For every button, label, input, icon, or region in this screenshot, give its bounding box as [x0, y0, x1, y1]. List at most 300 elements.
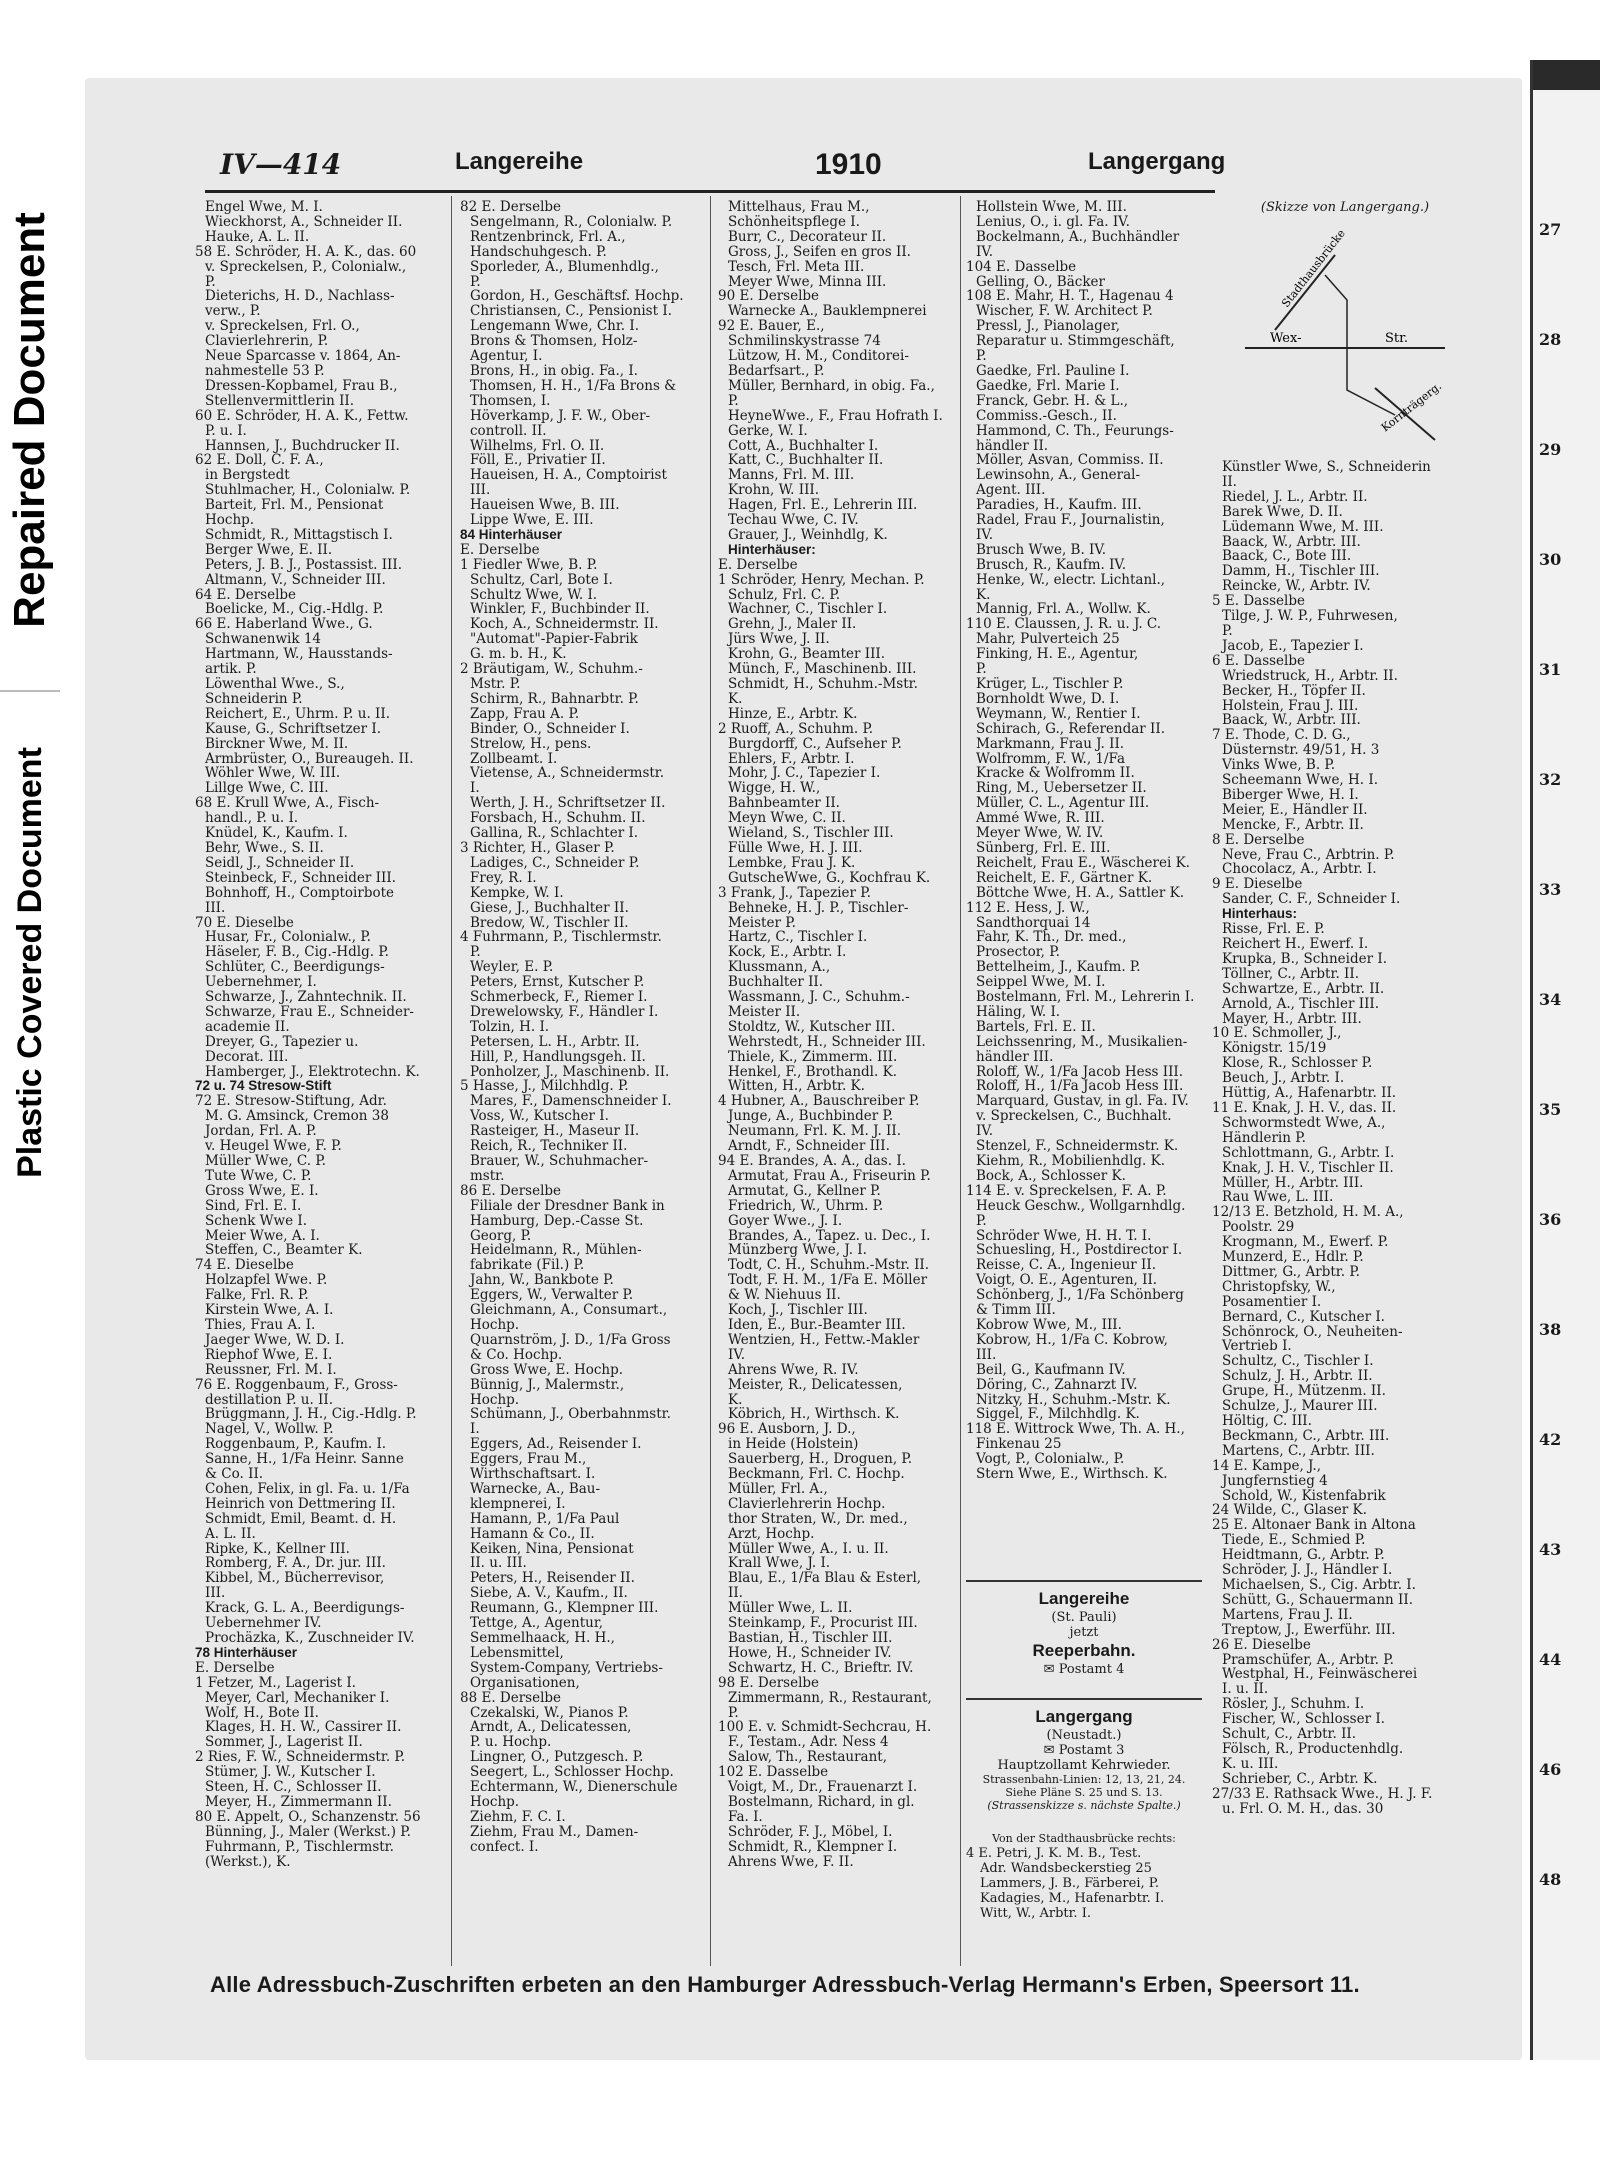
- notice-subtitle: (St. Pauli): [1051, 1610, 1117, 1625]
- directory-entry: Meyer, Carl, Mechaniker I.: [205, 1690, 390, 1706]
- directory-entry: Bohnhoff, H., Comptoirbote: [205, 885, 395, 901]
- directory-entry: Scheemann Wwe, H. I.: [1222, 773, 1378, 788]
- directory-entry: Bettelheim, J., Kaufm. P.: [976, 960, 1141, 976]
- directory-entry: Gaedke, Frl. Pauline I.: [976, 363, 1130, 379]
- directory-entry: P. u. Hochp.: [470, 1735, 552, 1751]
- directory-entry: 4 Fuhrmann, P., Tischlermstr.: [460, 930, 662, 946]
- directory-entry: Bostelmann, Frl. M., Lehrerin I.: [976, 990, 1195, 1005]
- directory-entry: Chocolacz, A., Arbtr. I.: [1222, 862, 1377, 878]
- directory-entry: Bedarfsart., P.: [728, 363, 825, 379]
- directory-entry: Ahrens Wwe, F. II.: [728, 1854, 854, 1870]
- notice-title: Reeperbahn.: [1032, 1641, 1136, 1660]
- directory-entry: Sauerberg, H., Droguen, P.: [728, 1452, 913, 1468]
- directory-entry: Arndt, A., Delicatessen,: [470, 1720, 632, 1736]
- list-item: Witt, W., Arbtr. I.: [980, 1905, 1091, 1921]
- directory-entry: Martens, Frau J. II.: [1222, 1607, 1353, 1623]
- directory-entry: 104 E. Dasselbe: [966, 259, 1077, 275]
- directory-entry: Gallina, R., Schlachter I.: [470, 826, 639, 841]
- directory-entry: Roloff, W., 1/Fa Jacob Hess III.: [976, 1064, 1184, 1080]
- directory-entry: Wentzien, H., Fettw.-Makler: [728, 1332, 920, 1348]
- directory-entry: Koch, A., Schneidermstr. II.: [470, 617, 659, 633]
- directory-entry: Holstein, Frau J. III.: [1222, 698, 1359, 714]
- directory-entry: Schmerbeck, F., Riemer I.: [470, 990, 648, 1005]
- directory-entry: Rösler, J., Schuhm. I.: [1222, 1697, 1365, 1713]
- adjacent-house-number: 28: [1539, 330, 1562, 349]
- directory-entry: Cott, A., Buchhalter I.: [728, 438, 879, 454]
- directory-entry: Hill, P., Handlungsgeh. II.: [470, 1049, 646, 1065]
- directory-entry: Forsbach, H., Schuhm. II.: [470, 811, 646, 827]
- directory-entry: Dittmer, G., Arbtr. P.: [1222, 1264, 1360, 1280]
- list-item: 4 E. Petri, J. K. M. B., Test.: [966, 1845, 1142, 1861]
- directory-entry: Todt, F. H. M., 1/Fa E. Möller: [728, 1273, 928, 1289]
- directory-entry: II. u. III.: [470, 1556, 527, 1572]
- directory-entry: Keiken, Nina, Pensionat: [470, 1541, 634, 1557]
- directory-entry: Steinkamp, F., Procurist III.: [728, 1616, 918, 1631]
- directory-entry: Radel, Frau F., Journalistin,: [976, 513, 1165, 528]
- directory-entry: Lengemann Wwe, Chr. I.: [470, 319, 640, 335]
- directory-entry: Sandthorquai 14: [976, 915, 1091, 931]
- directory-entry: Vertrieb I.: [1222, 1339, 1292, 1355]
- directory-entry: Arnold, A., Tischler III.: [1222, 996, 1380, 1012]
- directory-entry: Agentur, I.: [470, 349, 543, 364]
- directory-entry: Buchhalter II.: [728, 975, 824, 991]
- directory-entry: Baack, W., Arbtr. III.: [1222, 713, 1361, 729]
- directory-entry: Reumann, G., Klempner III.: [470, 1601, 659, 1617]
- directory-entry: v. Heugel Wwe, F. P.: [205, 1139, 342, 1154]
- directory-entry: Sengelmann, R., Colonialw. P.: [470, 214, 673, 230]
- directory-entry: Haueisen, H. A., Comptoirist: [470, 468, 667, 484]
- notice-box-langergang: [966, 1698, 1202, 1836]
- directory-entry: Pressl, J., Pianolager,: [976, 319, 1121, 335]
- directory-entry: P.: [470, 274, 481, 290]
- directory-entry: 96 E. Ausborn, J. D.,: [718, 1422, 856, 1438]
- directory-entry: Christiansen, C., Pensionist I.: [470, 304, 672, 320]
- directory-entry: III.: [470, 483, 491, 499]
- adjacent-house-number: 27: [1539, 220, 1562, 239]
- directory-entry: Burgdorff, C., Aufseher P.: [728, 736, 902, 752]
- directory-entry: Zollbeamt. I.: [470, 751, 558, 767]
- directory-entry: Paradies, H., Kaufm. III.: [976, 498, 1142, 514]
- directory-entry: Müller, Bernhard, in obig. Fa.,: [728, 378, 935, 394]
- directory-entry: Fölsch, R., Productenhdlg.: [1222, 1741, 1404, 1757]
- directory-entry: III.: [976, 1347, 997, 1363]
- directory-entry: Schirach, G., Referendar II.: [976, 721, 1166, 737]
- directory-entry: Wassmann, J. C., Schuhm.-: [728, 990, 910, 1005]
- directory-entry: 74 E. Dieselbe: [195, 1258, 294, 1274]
- directory-entry: 1 Fiedler Wwe, B. P.: [460, 557, 598, 573]
- directory-entry: IV.: [976, 527, 994, 543]
- directory-entry: 58 E. Schröder, H. A. K., das. 60: [195, 244, 417, 260]
- directory-entry: 1 Schröder, Henry, Mechan. P.: [718, 572, 925, 588]
- directory-entry: Schönheitspflege I.: [728, 214, 860, 230]
- directory-entry: Fülle Wwe, H. J. III.: [728, 840, 863, 856]
- directory-entry: 112 E. Hess, J. W.,: [966, 900, 1090, 916]
- adjacent-house-number: 43: [1539, 1540, 1562, 1559]
- directory-entry: Sommer, J., Lagerist II.: [205, 1735, 363, 1751]
- directory-entry: Barteit, Frl. M., Pensionat: [205, 498, 384, 514]
- directory-entry: GutscheWwe, G., Kochfrau K.: [728, 870, 931, 886]
- adjacent-house-number: 30: [1539, 550, 1562, 569]
- directory-entry: Lüdemann Wwe, M. III.: [1222, 519, 1384, 535]
- directory-entry: Peters, J. B. J., Postassist. III.: [205, 557, 402, 573]
- directory-entry: handl., P. u. I.: [205, 811, 299, 827]
- directory-entry: 6 E. Dasselbe: [1212, 653, 1305, 669]
- directory-entry: Prochäzka, K., Zuschneider IV.: [205, 1631, 415, 1646]
- directory-entry: Reichert, E., Uhrm. P. u. II.: [205, 706, 390, 722]
- directory-entry: Kiehm, R., Mobilienhdlg. K.: [976, 1154, 1165, 1169]
- directory-entry: Stenzel, F., Schneidermstr. K.: [976, 1139, 1179, 1154]
- directory-entry: IV.: [728, 1347, 746, 1363]
- directory-entry: Meyer Wwe, Minna III.: [728, 274, 887, 290]
- directory-entry: Birckner Wwe, M. II.: [205, 736, 349, 752]
- directory-entry: Tesch, Frl. Meta III.: [728, 259, 865, 275]
- directory-entry: Hochp.: [470, 1317, 520, 1333]
- directory-entry: Meyn Wwe, C. II.: [728, 811, 846, 827]
- directory-entry: Schwarze, J., Zahntechnik. II.: [205, 990, 407, 1005]
- directory-entry: Brusch, R., Kaufm. IV.: [976, 557, 1127, 573]
- directory-entry: Hüttig, A., Hafenarbtr. II.: [1222, 1086, 1397, 1101]
- directory-entry: Schmidt, H., Schuhm.-Mstr.: [728, 677, 918, 692]
- directory-entry: Meier Wwe, A. I.: [205, 1228, 320, 1244]
- directory-entry: "Automat"-Papier-Fabrik: [470, 632, 638, 648]
- notice-line: (Strassenskizze s. nächste Spalte.): [987, 1799, 1181, 1812]
- directory-entry: händler III.: [976, 1049, 1054, 1065]
- directory-entry: Prosector, P.: [976, 945, 1060, 961]
- postamt-text: Postamt 3: [1058, 1743, 1125, 1758]
- directory-entry: Fischer, W., Schlosser I.: [1222, 1712, 1385, 1728]
- directory-entry: Bünning, J., Maler (Werkst.) P.: [205, 1824, 411, 1840]
- directory-entry: Wachner, C., Tischler I.: [728, 602, 888, 618]
- notice-box-langereihe: [966, 1580, 1202, 1698]
- directory-entry: Franck, Gebr. H. & L.,: [976, 393, 1129, 409]
- directory-entry: Schlüter, C., Beerdigungs-: [205, 960, 385, 976]
- sketch-road-bridge: [1275, 255, 1335, 330]
- directory-entry: Czekalski, W., Pianos P.: [470, 1705, 629, 1721]
- directory-entry: Roggenbaum, P., Kaufm. I.: [205, 1437, 387, 1453]
- directory-entry: G. m. b. H., K.: [470, 647, 567, 663]
- directory-entry: Schultz, Carl, Bote I.: [470, 572, 613, 588]
- directory-entry: Heinrich von Dettmering II.: [205, 1496, 396, 1512]
- directory-entry: P.: [1222, 623, 1233, 639]
- directory-entry: 2 Bräutigam, W., Schuhm.-: [460, 662, 643, 677]
- directory-entry: händler II.: [976, 438, 1049, 454]
- directory-entry: klempnerei, I.: [470, 1496, 566, 1512]
- directory-entry: Voss, W., Kutscher I.: [470, 1109, 609, 1125]
- directory-entry: Löwenthal Wwe., S.,: [205, 677, 345, 692]
- directory-entry: Rasteiger, H., Maseur II.: [470, 1124, 640, 1140]
- directory-entry: 2 Ruoff, A., Schuhm. P.: [718, 721, 874, 737]
- directory-entry: Lingner, O., Putzgesch. P.: [470, 1750, 644, 1766]
- adjacent-page-corner: [1533, 60, 1600, 90]
- directory-entry: Mayer, H., Arbtr. III.: [1222, 1011, 1362, 1027]
- directory-entry: Georg, P.: [470, 1228, 532, 1244]
- directory-entry: Gleichmann, A., Consumart.,: [470, 1303, 668, 1318]
- directory-entry: Beil, G., Kaufmann IV.: [976, 1362, 1126, 1378]
- directory-entry: Decorat. III.: [205, 1049, 289, 1065]
- directory-entry: Mstr. P.: [470, 677, 521, 692]
- directory-entry: Witten, H., Arbtr. K.: [728, 1079, 865, 1095]
- directory-entry: 66 E. Haberland Wwe., G.: [195, 617, 373, 633]
- directory-entry: Möller, Asvan, Commiss. II.: [976, 453, 1164, 469]
- directory-entry: Heuck Geschw., Wollgarnhdlg.: [976, 1198, 1186, 1214]
- directory-entry: Bock, A., Schlosser K.: [976, 1168, 1126, 1184]
- directory-entry: Iden, E., Bur.-Beamter III.: [728, 1317, 906, 1333]
- directory-entry: Kobrow, H., 1/Fa C. Kobrow,: [976, 1332, 1168, 1348]
- directory-entry: 24 Wilde, C., Glaser K.: [1212, 1503, 1367, 1519]
- directory-column-3: [718, 200, 954, 1960]
- directory-entry: III.: [205, 900, 226, 916]
- adjacent-house-number: 44: [1539, 1650, 1562, 1669]
- directory-entry: Müller, Frl. A.,: [728, 1481, 828, 1497]
- directory-entry: Posamentier I.: [1222, 1294, 1322, 1310]
- directory-entry: Wilhelms, Frl. O. II.: [470, 438, 605, 454]
- directory-entry: Brons, H., in obig. Fa., I.: [470, 363, 638, 379]
- sketch-title: (Skizze von Langergang.): [1260, 200, 1430, 215]
- directory-entry: Schwartze, E., Arbtr. II.: [1222, 981, 1385, 997]
- directory-entry: Köbrich, H., Wirthsch. K.: [728, 1407, 900, 1423]
- directory-entry: Weymann, W., Rentier I.: [976, 706, 1141, 722]
- directory-entry: Steffen, C., Beamter K.: [205, 1243, 363, 1259]
- directory-entry: Henkel, F., Brothandl. K.: [728, 1064, 897, 1080]
- directory-entry: Schümann, J., Oberbahnmstr.: [470, 1407, 671, 1423]
- directory-entry: Eggers, Ad., Reisender I.: [470, 1437, 642, 1453]
- directory-entry: Königstr. 15/19: [1222, 1041, 1327, 1057]
- directory-entry: Neue Sparcasse v. 1864, An-: [205, 349, 401, 364]
- notice-title: Langereihe: [1038, 1589, 1130, 1608]
- plastic-covered-tag: [0, 695, 60, 1230]
- directory-entry: M. G. Amsinck, Cremon 38: [205, 1109, 389, 1125]
- directory-entry: Seippel Wwe, M. I.: [976, 975, 1106, 991]
- directory-entry: Düsternstr. 49/51, H. 3: [1222, 743, 1380, 759]
- directory-entry: Ammé Wwe, R. III.: [976, 811, 1105, 827]
- directory-entry: Blau, E., 1/Fa Blau & Esterl,: [728, 1571, 922, 1587]
- notice-line: Siehe Pläne S. 25 und S. 13.: [1005, 1786, 1163, 1799]
- directory-entry: 76 E. Roggenbaum, F., Gross-: [195, 1377, 398, 1393]
- directory-entry: E. Derselbe: [718, 557, 798, 573]
- directory-entry: Baack, W., Arbtr. III.: [1222, 534, 1361, 550]
- directory-entry: Schold, W., Kistenfabrik: [1222, 1488, 1386, 1504]
- directory-entry: Treptow, J., Ewerführ. III.: [1222, 1622, 1396, 1638]
- directory-entry: Drewelowsky, F., Händler I.: [470, 1004, 659, 1020]
- directory-entry: Schrieber, C., Arbtr. K.: [1222, 1771, 1378, 1787]
- directory-entry: Reichelt, Frau E., Wäscherei K.: [976, 855, 1190, 871]
- directory-entry: Husar, Fr., Colonialw., P.: [205, 930, 371, 946]
- directory-entry: E. Derselbe: [460, 542, 540, 558]
- directory-entry: Ziehm, F. C. I.: [470, 1809, 566, 1825]
- directory-entry: 25 E. Altonaer Bank in Altona: [1212, 1518, 1416, 1534]
- directory-entry: Westphal, H., Feinwäscherei: [1222, 1667, 1418, 1683]
- directory-entry: Klose, R., Schlosser P.: [1222, 1056, 1373, 1072]
- directory-entry: Thomsen, I.: [470, 393, 551, 409]
- directory-entry: 70 E. Dieselbe: [195, 915, 294, 931]
- directory-entry: Commiss.-Gesch., II.: [976, 408, 1117, 424]
- directory-entry: 72 u. 74 Stresow-Stift: [195, 1079, 332, 1094]
- directory-entry: Burr, C., Decorateur II.: [728, 229, 887, 245]
- directory-entry: 7 E. Thode, C. D. G.,: [1212, 728, 1351, 744]
- directory-entry: Bostelmann, Richard, in gl.: [728, 1794, 915, 1810]
- directory-entry: Schultz Wwe, W. I.: [470, 587, 598, 603]
- directory-entry: Binder, O., Schneider I.: [470, 721, 630, 737]
- directory-entry: Siebe, A. V., Kaufm., II.: [470, 1586, 628, 1602]
- directory-entry: Steen, H. C., Schlosser II.: [205, 1780, 382, 1795]
- directory-entry: Wöhler Wwe, W. III.: [205, 766, 341, 782]
- directory-entry: 10 E. Schmoller, J.,: [1212, 1026, 1342, 1042]
- directory-entry: Mencke, F., Arbtr. II.: [1222, 817, 1364, 833]
- directory-entry: Münch, F., Maschinenb. III.: [728, 662, 917, 677]
- directory-entry: Tiede, E., Schmied P.: [1222, 1533, 1366, 1549]
- directory-entry: Bastian, H., Tischler III.: [728, 1631, 893, 1646]
- directory-entry: Roloff, H., 1/Fa Jacob Hess III.: [976, 1079, 1184, 1095]
- directory-entry: Wolf, H., Bote II.: [205, 1705, 319, 1721]
- directory-entry: P.: [976, 662, 987, 677]
- directory-entry: II.: [1222, 474, 1237, 490]
- directory-entry: 1 Fetzer, M., Lagerist I.: [195, 1675, 356, 1691]
- directory-entry: 5 E. Dasselbe: [1212, 594, 1305, 610]
- directory-entry: Biberger Wwe, H. I.: [1222, 787, 1359, 803]
- directory-entry: Gelling, O., Bäcker: [976, 274, 1105, 290]
- directory-entry: Markmann, Frau J. II.: [976, 736, 1125, 752]
- sketch-label-str: Str.: [1385, 331, 1409, 346]
- directory-entry: nahmestelle 53 P.: [205, 363, 325, 379]
- directory-entry: 2 Ries, F. W., Schneidermstr. P.: [195, 1750, 406, 1766]
- directory-entry: Krack, G. L. A., Beerdigungs-: [205, 1601, 405, 1617]
- list-item: Lammers, J. B., Färberei, P.: [980, 1875, 1159, 1891]
- directory-entry: Siggel, F., Milchhdlg. K.: [976, 1407, 1140, 1423]
- directory-entry: Hinterhaus:: [1222, 907, 1298, 922]
- directory-entry: Gaedke, Frl. Marie I.: [976, 378, 1120, 394]
- directory-entry: Damm, H., Tischler III.: [1222, 564, 1380, 580]
- directory-entry: Nagel, V., Wollw. P.: [205, 1422, 334, 1438]
- column-rule: [960, 196, 961, 1966]
- directory-entry: Eggers, W., Verwalter P.: [470, 1288, 634, 1304]
- directory-entry: Kobrow Wwe, M., III.: [976, 1317, 1122, 1333]
- directory-entry: Krall Wwe, J. I.: [728, 1556, 831, 1572]
- directory-entry: Kempke, W. I.: [470, 885, 564, 901]
- directory-entry: Arzt, Hochp.: [728, 1526, 815, 1542]
- directory-entry: P.: [728, 1705, 739, 1721]
- directory-entry: Töllner, C., Arbtr. II.: [1222, 966, 1359, 982]
- directory-entry: Reincke, W., Arbtr. IV.: [1222, 579, 1371, 595]
- directory-entry: 5 Hasse, J., Milchhdlg. P.: [460, 1079, 629, 1095]
- directory-entry: Neumann, Frl. K. M. J. II.: [728, 1124, 902, 1140]
- directory-entry: u. Frl. O. M. H., das. 30: [1222, 1801, 1384, 1817]
- directory-entry: Frey, R. I.: [470, 870, 537, 886]
- postamt-label: [966, 1743, 1202, 1758]
- directory-entry: 94 E. Brandes, A. A., das. I.: [718, 1154, 906, 1169]
- directory-entry: Cohen, Felix, in gl. Fa. u. 1/Fa: [205, 1481, 410, 1497]
- directory-entry: Henke, W., electr. Lichtanl.,: [976, 572, 1166, 588]
- directory-entry: 4 Hubner, A., Bauschreiber P.: [718, 1094, 920, 1110]
- directory-entry: Dieterichs, H. D., Nachlass-: [205, 289, 395, 305]
- directory-entry: Wischer, F. W. Architect P.: [976, 304, 1153, 320]
- directory-entry: Brüggmann, J. H., Cig.-Hdlg. P.: [205, 1407, 417, 1423]
- directory-entry: Koch, J., Tischler III.: [728, 1303, 868, 1318]
- directory-entry: Heidelmann, R., Mühlen-: [470, 1243, 642, 1259]
- column-rule: [451, 196, 452, 1966]
- street-heading-left: Langereihe: [455, 148, 584, 175]
- directory-entry: K.: [728, 691, 743, 707]
- directory-entry: Wieland, S., Tischler III.: [728, 826, 894, 841]
- directory-entry: Sanne, H., 1/Fa Heinr. Sanne: [205, 1452, 404, 1468]
- directory-entry: v. Spreckelsen, Frl. O.,: [205, 319, 360, 335]
- directory-entry: 62 E. Doll, C. F. A.,: [195, 453, 324, 469]
- directory-entry: A. L. II.: [205, 1526, 256, 1542]
- directory-entry: Munzerd, E., Hdlr. P.: [1222, 1250, 1364, 1265]
- directory-entry: 100 E. v. Schmidt-Sechcrau, H.: [718, 1720, 932, 1736]
- directory-entry: Seegert, L., Schlosser Hochp.: [470, 1765, 674, 1781]
- directory-entry: Organisationen,: [470, 1675, 580, 1691]
- directory-entry: Wehrstedt, H., Schneider III.: [728, 1034, 926, 1050]
- directory-entry: Tolzin, H. I.: [470, 1019, 550, 1035]
- directory-entry: Häling, W. I.: [976, 1004, 1061, 1020]
- adjacent-house-number: 33: [1539, 880, 1562, 899]
- directory-entry: Voigt, M., Dr., Frauenarzt I.: [728, 1780, 918, 1795]
- directory-entry: Warnecke, A., Bau-: [470, 1481, 601, 1497]
- directory-entry: Christopfsky, W.,: [1222, 1279, 1336, 1295]
- sketch-label-bridge: Stadthausbrücke: [1279, 226, 1348, 310]
- directory-entry: Reisse, C. A., Ingenieur II.: [976, 1258, 1157, 1274]
- directory-entry: Engel Wwe, M. I.: [205, 200, 323, 215]
- directory-entry: Friedrich, W., Uhrm. P.: [728, 1198, 884, 1214]
- directory-entry: Bernard, C., Kutscher I.: [1222, 1309, 1385, 1325]
- adjacent-house-number: 32: [1539, 770, 1562, 789]
- notice-subtitle: jetzt: [1069, 1625, 1099, 1640]
- directory-entry: Gordon, H., Geschäftsf. Hochp.: [470, 289, 684, 305]
- directory-entry: Clavierlehrerin Hochp.: [728, 1496, 886, 1512]
- directory-entry: Weyler, E. P.: [470, 960, 554, 976]
- directory-entry: Hartz, C., Tischler I.: [728, 930, 868, 946]
- directory-entry: Neve, Frau C., Arbtrin. P.: [1222, 847, 1395, 863]
- directory-entry: 11 E. Knak, J. H. V., das. II.: [1212, 1100, 1397, 1116]
- directory-entry: Schenk Wwe I.: [205, 1213, 307, 1229]
- directory-entry: Schmidt, Emil, Beamt. d. H.: [205, 1511, 397, 1527]
- directory-entry: Berger Wwe, E. II.: [205, 542, 333, 558]
- directory-entry: Jaeger Wwe, W. D. I.: [205, 1332, 345, 1348]
- directory-entry: Quarnström, J. D., 1/Fa Gross: [470, 1332, 671, 1348]
- directory-entry: 92 E. Bauer, E.,: [718, 319, 825, 335]
- list-item: Adr. Wandsbeckerstieg 25: [980, 1860, 1152, 1876]
- directory-entry: K.: [728, 1392, 743, 1408]
- directory-entry: Münzberg Wwe, J. I.: [728, 1243, 867, 1259]
- directory-entry: Reussner, Frl. M. I.: [205, 1362, 337, 1378]
- directory-entry: academie II.: [205, 1019, 290, 1035]
- directory-entry: Mahr, Pulverteich 25: [976, 632, 1120, 648]
- directory-entry: Gross Wwe, E. I.: [205, 1183, 319, 1199]
- notice-line: Strassenbahn-Linien: 12, 13, 21, 24.: [982, 1773, 1186, 1786]
- directory-entry: Grauer, J., Weinhdlg, K.: [728, 527, 888, 543]
- directory-entry: Mittelhaus, Frau M.,: [728, 200, 870, 215]
- directory-entry: Stern Wwe, E., Wirthsch. K.: [976, 1467, 1168, 1482]
- directory-entry: I.: [470, 1422, 480, 1438]
- adjacent-house-number: 42: [1539, 1430, 1562, 1449]
- directory-entry: Heidtmann, G., Arbtr. P.: [1222, 1548, 1385, 1564]
- directory-entry: Ahrens Wwe, R. IV.: [728, 1362, 859, 1378]
- directory-entry: Martens, C., Arbtr. III.: [1222, 1443, 1375, 1459]
- directory-entry: Grupe, H., Mützenm. II.: [1222, 1384, 1386, 1400]
- directory-entry: Sünberg, Frl. E. III.: [976, 840, 1111, 856]
- directory-column-5: [1212, 460, 1448, 1960]
- directory-entry: Werth, J. H., Schriftsetzer II.: [470, 796, 666, 812]
- directory-entry: Schirm, R., Bahnarbtr. P.: [470, 691, 639, 707]
- header-rule: [205, 190, 1215, 193]
- directory-entry: Hamann & Co., II.: [470, 1526, 595, 1542]
- directory-entry: System-Company, Vertriebs-: [470, 1660, 663, 1676]
- directory-entry: Lippe Wwe, E. III.: [470, 513, 594, 528]
- directory-entry: 14 E. Kampe, J.,: [1212, 1458, 1322, 1474]
- repaired-document-tag: [0, 150, 60, 692]
- directory-entry: 3 Frank, J., Tapezier P.: [718, 885, 871, 901]
- directory-entry: Brons & Thomsen, Holz-: [470, 334, 638, 350]
